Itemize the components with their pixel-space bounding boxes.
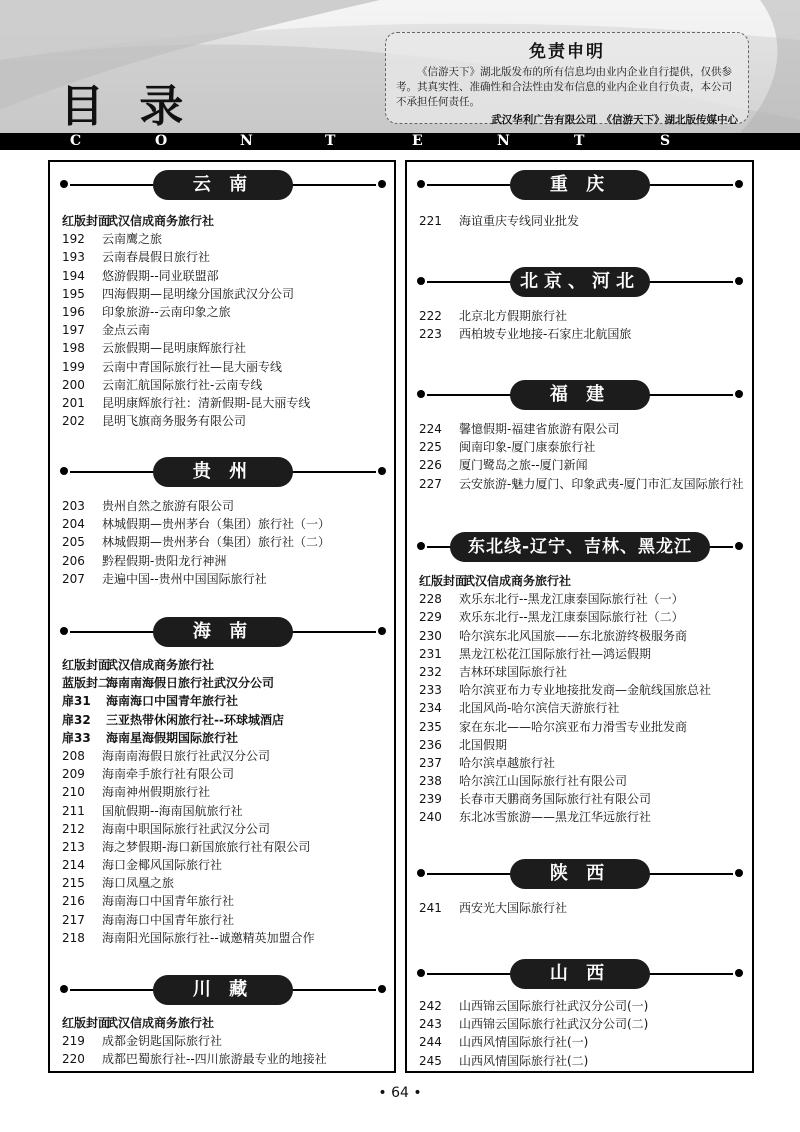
right-column	[405, 160, 754, 1073]
bullet-dot-icon	[60, 627, 68, 635]
entry-title: 北国风尚-哈尔滨信天游旅行社	[459, 701, 620, 716]
entry-page-number: 红版封面	[62, 214, 111, 228]
entry-title: 山西风情国际旅行社(一)	[459, 1035, 589, 1050]
entry-title: 海南星海假期国际旅行社	[106, 730, 239, 745]
entry-title: 云南汇航国际旅行社-云南专线	[102, 377, 263, 392]
bullet-dot-icon	[417, 969, 425, 977]
bullet-dot-icon	[60, 180, 68, 188]
entry-page-number: 蓝版封二	[62, 676, 111, 691]
list-item	[419, 681, 711, 699]
entry-title: 昆明飞旗商务服务有限公司	[102, 414, 247, 429]
section-title: 东北线-辽宁、吉林、黑龙江	[450, 532, 710, 562]
entry-page-number: 243	[419, 1017, 442, 1032]
list-item	[62, 929, 315, 947]
entry-page-number: 232	[419, 664, 442, 679]
list-item	[62, 376, 310, 394]
entry-page-number: 222	[419, 309, 442, 323]
entry-page-number: 199	[62, 359, 85, 374]
list-item	[62, 267, 310, 285]
entry-page-number: 215	[62, 876, 85, 891]
entry-title: 海南南海假日旅行社武汉分公司	[102, 748, 271, 763]
contents-letter: E	[412, 133, 423, 149]
list-item	[62, 711, 315, 729]
section-header	[60, 617, 386, 647]
entry-page-number: 201	[62, 395, 85, 410]
list-item	[62, 248, 310, 266]
entry-title: 海南海口中国青年旅行社	[102, 912, 235, 927]
entry-title: 武汉信成商务旅行社	[463, 574, 572, 588]
bullet-dot-icon	[735, 869, 743, 877]
entry-page-number: 221	[419, 214, 442, 228]
list-item	[419, 754, 711, 772]
list-item	[62, 412, 310, 430]
entry-page-number: 241	[419, 901, 442, 915]
disclaimer-box	[385, 32, 749, 124]
entry-page-number: 231	[419, 646, 442, 661]
list-item	[62, 765, 315, 783]
entry-title: 林城假期—贵州茅台（集团）旅行社（一）	[102, 517, 331, 532]
entry-title: 走遍中国--贵州中国国际旅行社	[102, 571, 267, 586]
list-item	[419, 307, 631, 325]
entry-page-number: 239	[419, 792, 442, 807]
entry-page-number: 211	[62, 803, 85, 818]
left-column	[48, 160, 396, 1073]
entry-title: 金点云南	[102, 323, 151, 338]
entry-page-number: 扉31	[62, 694, 91, 709]
entry-list	[62, 212, 310, 430]
entry-page-number: 240	[419, 810, 442, 825]
entry-title: 成都金钥匙国际旅行社	[102, 1034, 223, 1049]
bullet-dot-icon	[378, 467, 386, 475]
entry-page-number: 202	[62, 414, 85, 429]
list-item	[62, 802, 315, 820]
entry-page-number: 238	[419, 774, 442, 789]
list-item	[419, 608, 711, 626]
list-item	[62, 874, 315, 892]
list-item	[62, 303, 310, 321]
entry-page-number: 224	[419, 422, 442, 436]
entry-page-number: 218	[62, 930, 85, 945]
entry-page-number: 扉32	[62, 712, 91, 727]
entry-page-number: 234	[419, 701, 442, 716]
entry-page-number: 红版封面	[419, 574, 468, 588]
entry-title: 云南春晨假日旅行社	[102, 250, 211, 265]
entry-title: 武汉信成商务旅行社	[106, 658, 215, 672]
entry-page-number: 210	[62, 785, 85, 800]
bullet-dot-icon	[378, 627, 386, 635]
list-item	[419, 590, 711, 608]
entry-list	[62, 656, 315, 947]
disclaimer-title: 免责申明	[529, 42, 605, 62]
entry-title: 海南牵手旅行社有限公司	[102, 767, 235, 782]
section-title: 陕 西	[510, 859, 650, 889]
list-item	[62, 1014, 327, 1032]
list-item	[62, 911, 315, 929]
entry-page-number: 194	[62, 268, 85, 283]
entry-page-number: 223	[419, 327, 442, 342]
list-item	[62, 358, 310, 376]
entry-title: 西安光大国际旅行社	[459, 901, 568, 915]
entry-title: 山西锦云国际旅行社武汉分公司(一)	[459, 999, 649, 1013]
list-item	[62, 552, 330, 570]
entry-title: 云旅假期—昆明康辉旅行社	[102, 341, 247, 356]
list-item	[419, 572, 711, 590]
entry-page-number: 205	[62, 535, 85, 550]
bullet-dot-icon	[735, 180, 743, 188]
entry-title: 印象旅游--云南印象之旅	[102, 304, 231, 319]
entry-title: 海口凤凰之旅	[102, 876, 175, 891]
disclaimer-body: 《信游天下》湖北版发布的所有信息均由业内企业自行提供，仅供参考。其真实性、准确性和合法性由发布信息的业内企业自行负责，本公司不承担任何责任。	[396, 66, 732, 108]
bullet-dot-icon	[417, 390, 425, 398]
section-header	[417, 959, 743, 989]
list-item	[419, 899, 567, 917]
entry-page-number: 213	[62, 839, 85, 854]
list-item	[62, 515, 330, 533]
list-item	[419, 1033, 648, 1051]
entry-page-number: 197	[62, 323, 85, 338]
entry-list	[62, 497, 330, 588]
list-item	[62, 212, 310, 230]
entry-title: 海谊重庆专线同业批发	[459, 214, 580, 228]
list-item	[62, 1050, 327, 1068]
entry-page-number: 226	[419, 458, 442, 473]
list-item	[62, 783, 315, 801]
list-item	[419, 790, 711, 808]
entry-page-number: 红版封面	[62, 658, 111, 672]
contents-bar	[0, 133, 800, 150]
bullet-dot-icon	[60, 467, 68, 475]
list-item	[419, 1052, 648, 1070]
list-item	[62, 729, 315, 747]
section-title: 重 庆	[510, 170, 650, 200]
entry-title: 云南中青国际旅行社—昆大丽专线	[102, 359, 283, 374]
list-item	[62, 230, 310, 248]
section-header	[60, 170, 386, 200]
list-item	[419, 627, 711, 645]
page-number: • 64 •	[378, 1085, 422, 1101]
list-item	[62, 1032, 327, 1050]
section-title: 海 南	[153, 617, 293, 647]
bullet-dot-icon	[417, 869, 425, 877]
list-item	[62, 339, 310, 357]
entry-title: 海南阳光国际旅行社--诚邀精英加盟合作	[102, 930, 315, 945]
entry-list	[419, 899, 567, 917]
list-item	[62, 533, 330, 551]
list-item	[419, 718, 711, 736]
entry-list	[419, 307, 631, 343]
bullet-dot-icon	[60, 985, 68, 993]
entry-page-number: 237	[419, 755, 442, 770]
list-item	[419, 663, 711, 681]
bullet-dot-icon	[417, 277, 425, 285]
entry-page-number: 220	[62, 1052, 85, 1067]
list-item	[62, 394, 310, 412]
entry-page-number: 206	[62, 553, 85, 568]
entry-title: 成都巴蜀旅行社--四川旅游最专业的地接社	[102, 1052, 327, 1067]
entry-title: 海之梦假期-海口新国旅旅行社有限公司	[102, 839, 311, 854]
entry-list	[419, 572, 711, 827]
entry-page-number: 200	[62, 377, 85, 392]
list-item	[419, 736, 711, 754]
list-item	[62, 892, 315, 910]
entry-title: 林城假期—贵州茅台（集团）旅行社（二）	[102, 535, 331, 550]
entry-title: 厦门鹭岛之旅--厦门新闻	[459, 458, 588, 473]
entry-title: 欢乐东北行--黑龙江康泰国际旅行社（二）	[459, 610, 684, 625]
list-item	[419, 456, 744, 474]
entry-title: 武汉信成商务旅行社	[106, 214, 215, 228]
entry-page-number: 209	[62, 767, 85, 782]
bullet-dot-icon	[735, 542, 743, 550]
entry-title: 海南神州假期旅行社	[102, 785, 211, 800]
entry-page-number: 214	[62, 858, 85, 873]
entry-title: 国航假期--海南国航旅行社	[102, 803, 243, 818]
entry-title: 贵州自然之旅游有限公司	[102, 499, 235, 513]
list-item	[419, 325, 631, 343]
entry-title: 云南鹰之旅	[102, 232, 163, 247]
section-header	[417, 170, 743, 200]
entry-list	[419, 997, 648, 1070]
section-header	[417, 532, 743, 562]
entry-page-number: 216	[62, 894, 85, 909]
list-item	[62, 747, 315, 765]
entry-page-number: 扉33	[62, 730, 91, 745]
list-item	[62, 692, 315, 710]
entry-page-number: 193	[62, 250, 85, 265]
disclaimer-signature: 武汉华利广告有限公司 《信游天下》湖北版传媒中心	[491, 114, 738, 126]
entry-page-number: 212	[62, 821, 85, 836]
entry-title: 东北冰雪旅游——黑龙江华远旅行社	[459, 810, 652, 825]
list-item	[419, 212, 579, 230]
contents-letter: T	[574, 133, 585, 149]
entry-page-number: 230	[419, 628, 442, 643]
bullet-dot-icon	[417, 542, 425, 550]
list-item	[62, 674, 315, 692]
contents-letter: N	[497, 133, 510, 149]
entry-page-number: 207	[62, 571, 85, 586]
entry-page-number: 192	[62, 232, 85, 247]
section-title: 云 南	[153, 170, 293, 200]
entry-title: 家在东北——哈尔滨亚布力滑雪专业批发商	[459, 719, 688, 734]
entry-title: 馨憶假期-福建省旅游有限公司	[459, 422, 620, 436]
entry-title: 昆明康辉旅行社：清新假期-昆大丽专线	[102, 395, 311, 410]
list-item	[62, 570, 330, 588]
entry-page-number: 红版封面	[62, 1016, 111, 1030]
section-header	[417, 380, 743, 410]
entry-title: 长春市天鹏商务国际旅行社有限公司	[459, 792, 652, 807]
bullet-dot-icon	[735, 390, 743, 398]
entry-title: 三亚热带休闲旅行社--环球城酒店	[106, 712, 284, 727]
list-item	[62, 820, 315, 838]
entry-list	[62, 1014, 327, 1069]
entry-title: 悠游假期--同业联盟部	[102, 268, 219, 283]
entry-title: 哈尔滨卓越旅行社	[459, 755, 556, 770]
section-title: 山 西	[510, 959, 650, 989]
entry-page-number: 245	[419, 1053, 442, 1068]
section-title: 北京、河北	[510, 267, 650, 297]
entry-title: 哈尔滨亚布力专业地接批发商—金航线国旅总社	[459, 683, 712, 698]
entry-list	[419, 212, 579, 230]
entry-page-number: 244	[419, 1035, 442, 1050]
entry-page-number: 225	[419, 440, 442, 455]
entry-list	[419, 420, 744, 493]
entry-title: 黑龙江松花江国际旅行社—鸿运假期	[459, 646, 652, 661]
bullet-dot-icon	[378, 985, 386, 993]
entry-title: 四海假期—昆明缘分国旅武汉分公司	[102, 286, 295, 301]
list-item	[419, 420, 744, 438]
entry-page-number: 195	[62, 286, 85, 301]
entry-page-number: 204	[62, 517, 85, 532]
entry-page-number: 236	[419, 737, 442, 752]
entry-title: 西柏坡专业地接-石家庄北航国旅	[459, 327, 632, 342]
entry-page-number: 227	[419, 476, 442, 491]
list-item	[62, 321, 310, 339]
entry-page-number: 196	[62, 304, 85, 319]
section-header	[417, 267, 743, 297]
bullet-dot-icon	[378, 180, 386, 188]
list-item	[62, 656, 315, 674]
entry-title: 海南海口中国青年旅行社	[102, 894, 235, 909]
entry-page-number: 208	[62, 748, 85, 763]
entry-title: 欢乐东北行--黑龙江康泰国际旅行社（一）	[459, 592, 684, 607]
entry-title: 哈尔滨江山国际旅行社有限公司	[459, 774, 628, 789]
list-item	[419, 1015, 648, 1033]
entry-title: 闽南印象-厦门康泰旅行社	[459, 440, 596, 455]
entry-page-number: 233	[419, 683, 442, 698]
entry-title: 北京北方假期旅行社	[459, 309, 568, 323]
entry-title: 武汉信成商务旅行社	[106, 1016, 215, 1030]
section-header	[417, 859, 743, 889]
section-title: 川 藏	[153, 975, 293, 1005]
list-item	[419, 645, 711, 663]
list-item	[419, 772, 711, 790]
entry-title: 海南海口中国青年旅行社	[106, 694, 239, 709]
contents-letter: T	[325, 133, 336, 149]
entry-page-number: 217	[62, 912, 85, 927]
section-header	[60, 457, 386, 487]
list-item	[419, 699, 711, 717]
entry-page-number: 219	[62, 1034, 85, 1049]
entry-page-number: 203	[62, 499, 85, 513]
contents-letter: N	[240, 133, 253, 149]
bullet-dot-icon	[417, 180, 425, 188]
entry-page-number: 242	[419, 999, 442, 1013]
entry-page-number: 228	[419, 592, 442, 607]
section-title: 福 建	[510, 380, 650, 410]
entry-page-number: 229	[419, 610, 442, 625]
entry-title: 北国假期	[459, 737, 508, 752]
list-item	[419, 808, 711, 826]
entry-title: 黔程假期-贵阳龙行神洲	[102, 553, 227, 568]
entry-title: 山西锦云国际旅行社武汉分公司(二)	[459, 1017, 649, 1032]
list-item	[62, 285, 310, 303]
section-header	[60, 975, 386, 1005]
bullet-dot-icon	[735, 969, 743, 977]
entry-page-number: 235	[419, 719, 442, 734]
list-item	[419, 438, 744, 456]
contents-letter: S	[660, 133, 671, 149]
contents-letter: C	[70, 133, 82, 149]
list-item	[419, 997, 648, 1015]
entry-page-number: 198	[62, 341, 85, 356]
contents-letter: O	[155, 133, 168, 149]
list-item	[419, 475, 744, 493]
list-item	[62, 856, 315, 874]
list-item	[62, 838, 315, 856]
page-title: 目 录	[60, 81, 194, 132]
section-title: 贵 州	[153, 457, 293, 487]
list-item	[62, 497, 330, 515]
entry-title: 海口金椰风国际旅行社	[102, 858, 223, 873]
entry-title: 哈尔滨东北风国旅——东北旅游终极服务商	[459, 628, 688, 643]
entry-title: 吉林环球国际旅行社	[459, 664, 568, 679]
bullet-dot-icon	[735, 277, 743, 285]
entry-title: 海南南海假日旅行社武汉分公司	[106, 676, 275, 691]
entry-title: 云安旅游-魅力厦门、印象武夷-厦门市汇友国际旅行社	[459, 476, 744, 491]
entry-title: 山西风情国际旅行社(二)	[459, 1053, 589, 1068]
entry-title: 海南中职国际旅行社武汉分公司	[102, 821, 271, 836]
